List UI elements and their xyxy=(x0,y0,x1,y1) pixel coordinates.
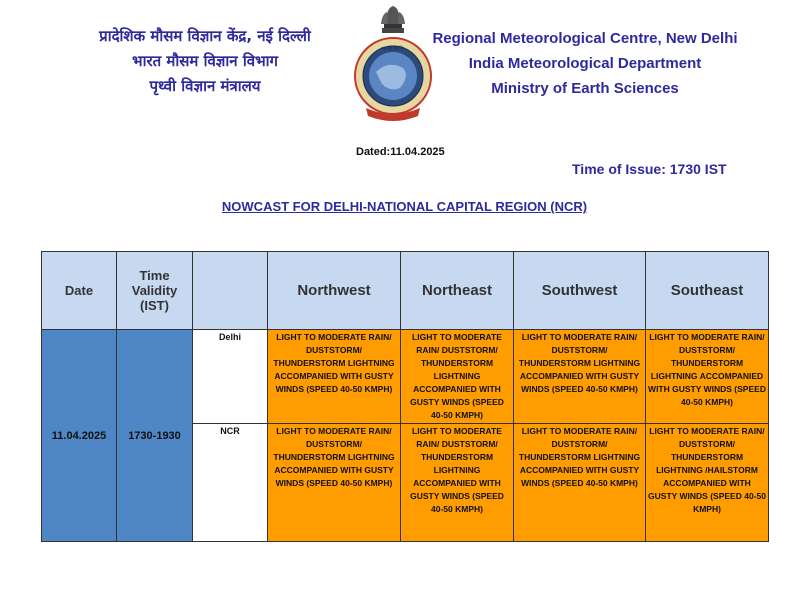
header-time-line-2: Validity xyxy=(131,283,178,298)
dated-label: Dated:11.04.2025 xyxy=(356,146,445,158)
validity-cell: 1730-1930 xyxy=(117,330,193,542)
hindi-line-3: पृथ्वी विज्ञान मंत्रालय xyxy=(149,77,261,95)
header-southeast: Southeast xyxy=(646,252,769,330)
header-northwest: Northwest xyxy=(268,252,401,330)
table-header-row xyxy=(42,252,769,330)
header-date: Date xyxy=(42,252,117,330)
forecast-ncr-northwest: LIGHT TO MODERATE RAIN/ DUSTSTORM/ THUNDERSTORM LIGHTNING ACCOMPANIED WITH GUSTY WINDS (SPEED 40-50 KMPH) xyxy=(268,424,401,542)
forecast-delhi-northwest: LIGHT TO MODERATE RAIN/ DUSTSTORM/ THUNDERSTORM LIGHTNING ACCOMPANIED WITH GUSTY WINDS (SPEED 40-50 KMPH) xyxy=(268,330,401,424)
nowcast-table xyxy=(41,251,769,542)
header-time-validity xyxy=(117,252,193,330)
forecast-delhi-southwest: LIGHT TO MODERATE RAIN/ DUSTSTORM/ THUNDERSTORM LIGHTNING ACCOMPANIED WITH GUSTY WINDS (SPEED 40-50 KMPH) xyxy=(514,330,646,424)
location-delhi: Delhi xyxy=(193,330,268,424)
english-line-1: Regional Meteorological Centre, New Delhi xyxy=(432,30,738,47)
page-title: NOWCAST FOR DELHI-NATIONAL CAPITAL REGION (NCR) xyxy=(221,199,588,214)
header-southwest: Southwest xyxy=(514,252,646,330)
header-northeast: Northeast xyxy=(401,252,514,330)
english-line-3: Ministry of Earth Sciences xyxy=(491,80,679,97)
header-blank xyxy=(193,252,268,330)
time-of-issue: Time of Issue: 1730 IST xyxy=(572,161,727,177)
english-header xyxy=(420,26,750,101)
header-time-line-3: (IST) xyxy=(140,298,169,313)
forecast-delhi-southeast: LIGHT TO MODERATE RAIN/ DUSTSTORM/ THUNDERSTORM LIGHTNING ACCOMPANIED WITH GUSTY WINDS (SPEED 40-50 KMPH) xyxy=(646,330,769,424)
hindi-line-1: प्रादेशिक मौसम विज्ञान केंद्र, नई दिल्ली xyxy=(99,27,311,45)
table-row xyxy=(42,330,769,424)
forecast-ncr-northeast: LIGHT TO MODERATE RAIN/ DUSTSTORM/ THUNDERSTORM LIGHTNING ACCOMPANIED WITH GUSTY WINDS (SPEED 40-50 KMPH) xyxy=(401,424,514,542)
hindi-header xyxy=(60,24,350,99)
header-time-line-1: Time xyxy=(139,268,170,283)
location-ncr: NCR xyxy=(193,424,268,542)
hindi-line-2: भारत मौसम विज्ञान विभाग xyxy=(132,52,278,70)
forecast-ncr-southwest: LIGHT TO MODERATE RAIN/ DUSTSTORM/ THUNDERSTORM LIGHTNING ACCOMPANIED WITH GUSTY WINDS (SPEED 40-50 KMPH) xyxy=(514,424,646,542)
english-line-2: India Meteorological Department xyxy=(468,55,702,72)
date-cell: 11.04.2025 xyxy=(42,330,117,542)
emblem-text: भा.मौ.वि.वि. xyxy=(381,46,405,52)
forecast-ncr-southeast: LIGHT TO MODERATE RAIN/ DUSTSTORM/ THUNDERSTORM LIGHTNING /HAILSTORM ACCOMPANIED WITH GUSTY WINDS (SPEED 40-50 KMPH) xyxy=(646,424,769,542)
forecast-delhi-northeast: LIGHT TO MODERATE RAIN/ DUSTSTORM/ THUNDERSTORM LIGHTNING ACCOMPANIED WITH GUSTY WINDS (SPEED 40-50 KMPH) xyxy=(401,330,514,424)
